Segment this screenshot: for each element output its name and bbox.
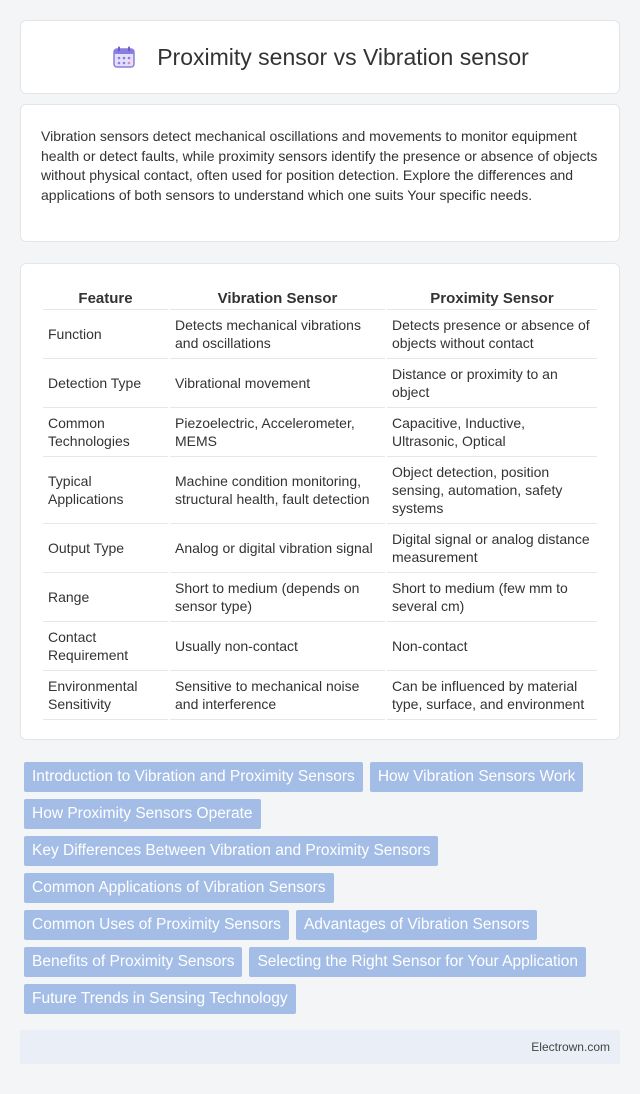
table-cell-feature: Function: [43, 310, 168, 359]
topic-links: [20, 762, 620, 1021]
topic-link-vibration-advantages[interactable]: Advantages of Vibration Sensors: [296, 910, 537, 940]
header-card: [20, 20, 620, 94]
table-row: [43, 408, 597, 457]
topic-row: [20, 836, 620, 866]
topic-link-selecting-sensor[interactable]: Selecting the Right Sensor for Your Application: [249, 947, 586, 977]
table-header-feature: Feature: [43, 282, 168, 310]
topic-row: [20, 947, 620, 977]
table-cell-vibration: Sensitive to mechanical noise and interference: [170, 671, 385, 720]
table-cell-vibration: Machine condition monitoring, structural health, fault detection: [170, 457, 385, 524]
page-title: Proximity sensor vs Vibration sensor: [157, 43, 529, 70]
table-row: [43, 457, 597, 524]
topic-link-future-trends[interactable]: Future Trends in Sensing Technology: [24, 984, 296, 1014]
table-row: [43, 671, 597, 720]
comparison-table-card: [20, 263, 620, 740]
topic-link-proximity-operate[interactable]: How Proximity Sensors Operate: [24, 799, 261, 829]
table-row: [43, 359, 597, 408]
topic-link-proximity-benefits[interactable]: Benefits of Proximity Sensors: [24, 947, 242, 977]
topic-row: [20, 984, 620, 1014]
table-cell-feature: Detection Type: [43, 359, 168, 408]
table-cell-feature: Typical Applications: [43, 457, 168, 524]
table-cell-vibration: Vibrational movement: [170, 359, 385, 408]
table-cell-proximity: Object detection, position sensing, automation, safety systems: [387, 457, 597, 524]
table-cell-vibration: Detects mechanical vibrations and oscillations: [170, 310, 385, 359]
footer-brand[interactable]: Electrown.com: [531, 1040, 610, 1054]
table-header-proximity: Proximity Sensor: [387, 282, 597, 310]
table-row: [43, 310, 597, 359]
topic-link-proximity-uses[interactable]: Common Uses of Proximity Sensors: [24, 910, 289, 940]
table-cell-feature: Output Type: [43, 524, 168, 573]
table-cell-proximity: Detects presence or absence of objects without contact: [387, 310, 597, 359]
topic-row: [20, 799, 620, 829]
table-row: [43, 524, 597, 573]
table-cell-feature: Contact Requirement: [43, 622, 168, 671]
table-cell-proximity: Non-contact: [387, 622, 597, 671]
table-cell-feature: Environmental Sensitivity: [43, 671, 168, 720]
table-cell-feature: Range: [43, 573, 168, 622]
table-cell-proximity: Capacitive, Inductive, Ultrasonic, Optical: [387, 408, 597, 457]
comparison-table: [41, 282, 599, 720]
intro-text: Vibration sensors detect mechanical oscillations and movements to monitor equipment health or detect faults, while proximity sensors identify the presence or absence of objects without physical contact, often used for position detection. Explore the differences and applications of both sensors to understand which one suits Your specific needs.: [41, 128, 598, 203]
intro-card: [20, 104, 620, 242]
topic-link-introduction[interactable]: Introduction to Vibration and Proximity Sensors: [24, 762, 363, 792]
table-row: [43, 573, 597, 622]
table-cell-proximity: Can be influenced by material type, surface, and environment: [387, 671, 597, 720]
footer: [20, 1030, 620, 1064]
calendar-icon: [111, 44, 137, 70]
topic-row: [20, 873, 620, 903]
topic-link-vibration-applications[interactable]: Common Applications of Vibration Sensors: [24, 873, 334, 903]
table-cell-feature: Common Technologies: [43, 408, 168, 457]
table-header-vibration: Vibration Sensor: [170, 282, 385, 310]
topic-link-key-differences[interactable]: Key Differences Between Vibration and Proximity Sensors: [24, 836, 438, 866]
table-header-row: [43, 282, 597, 310]
table-cell-vibration: Piezoelectric, Accelerometer, MEMS: [170, 408, 385, 457]
topic-row: [20, 910, 620, 940]
table-row: [43, 622, 597, 671]
table-cell-proximity: Distance or proximity to an object: [387, 359, 597, 408]
table-cell-vibration: Short to medium (depends on sensor type): [170, 573, 385, 622]
table-cell-proximity: Digital signal or analog distance measurement: [387, 524, 597, 573]
table-cell-vibration: Usually non-contact: [170, 622, 385, 671]
topic-row: [20, 762, 620, 792]
topic-link-vibration-work[interactable]: How Vibration Sensors Work: [370, 762, 584, 792]
table-cell-proximity: Short to medium (few mm to several cm): [387, 573, 597, 622]
table-cell-vibration: Analog or digital vibration signal: [170, 524, 385, 573]
